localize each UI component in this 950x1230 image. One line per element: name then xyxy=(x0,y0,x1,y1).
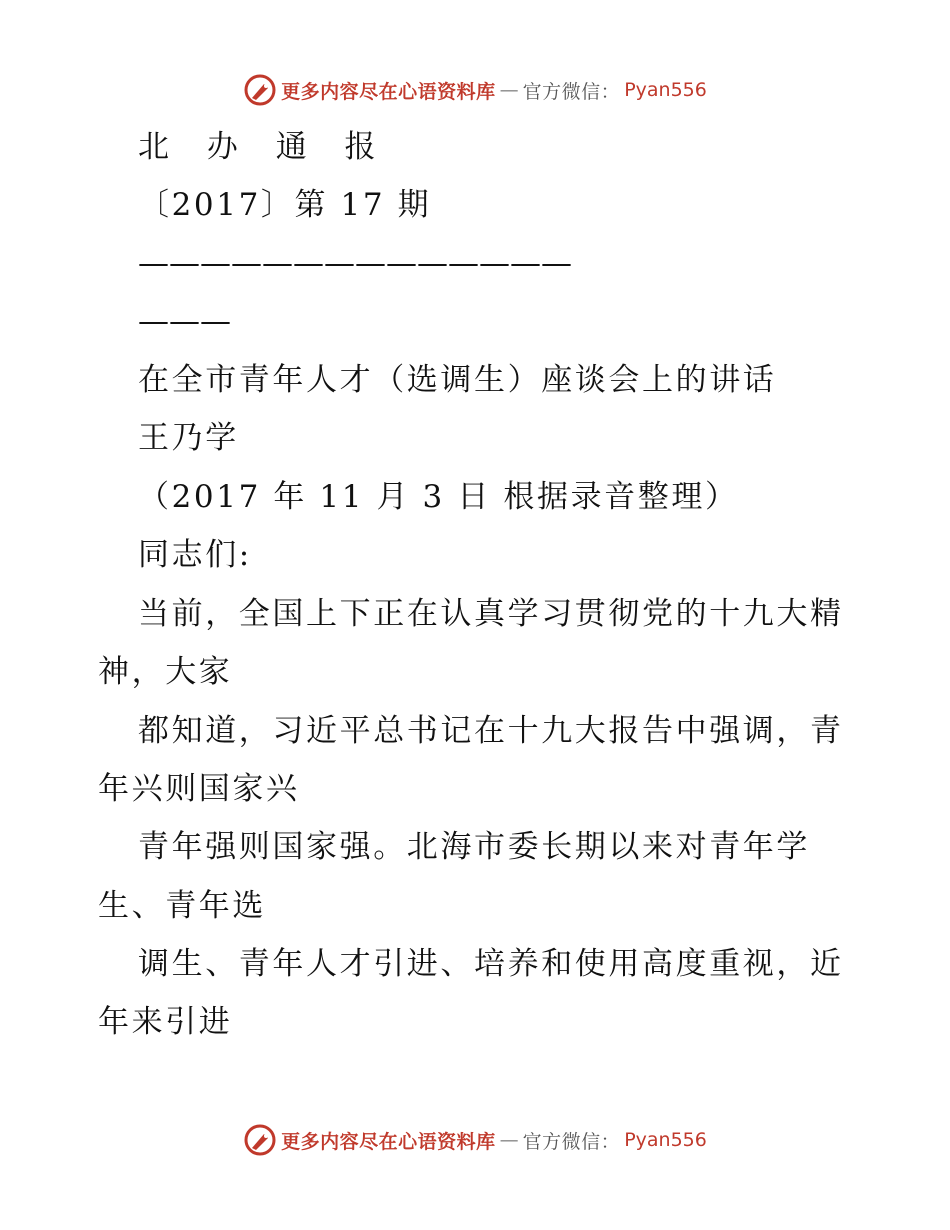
paragraph-line: 神，大家 xyxy=(98,654,233,690)
paragraph-line: 青年强则国家强。北海市委长期以来对青年学 xyxy=(138,829,810,865)
watermark-contact-id: Pyan556 xyxy=(624,1129,707,1151)
paragraph-line: 生、青年选 xyxy=(98,888,266,924)
speech-title: 在全市青年人才（选调生）座谈会上的讲话 xyxy=(138,362,777,398)
bulletin-header: 北 办 通 报 xyxy=(138,129,390,165)
watermark-contact-id: Pyan556 xyxy=(624,79,707,101)
issue-number: 〔2017〕第 17 期 xyxy=(138,187,432,223)
watermark-contact-label: 官方微信： xyxy=(522,1130,621,1153)
paragraph-line: 年来引进 xyxy=(98,1004,233,1040)
date-note: （2017 年 11 月 3 日 根据录音整理） xyxy=(138,479,739,515)
watermark-separator: — xyxy=(499,1129,519,1151)
paragraph-line: 年兴则国家兴 xyxy=(98,771,300,807)
paragraph-line: 当前，全国上下正在认真学习贯彻党的十九大精 xyxy=(138,596,844,632)
speech-author: 王乃学 xyxy=(138,420,239,456)
watermark-header xyxy=(0,70,950,110)
watermark-footer xyxy=(0,1120,950,1160)
divider-rule-long: —————————————— xyxy=(138,245,572,281)
paragraph-line: 调生、青年人才引进、培养和使用高度重视，近 xyxy=(138,946,844,982)
pen-nib-icon xyxy=(243,1123,277,1157)
watermark-site: 更多内容尽在心语资料库 xyxy=(281,1130,496,1153)
paragraph-line: 都知道，习近平总书记在十九大报告中强调，青 xyxy=(138,713,844,749)
pen-nib-icon xyxy=(243,73,277,107)
divider-rule-short: ——— xyxy=(138,303,231,339)
watermark-contact-label: 官方微信： xyxy=(522,80,621,103)
watermark-site: 更多内容尽在心语资料库 xyxy=(281,80,496,103)
salutation: 同志们: xyxy=(138,537,252,573)
watermark-separator: — xyxy=(499,79,519,101)
